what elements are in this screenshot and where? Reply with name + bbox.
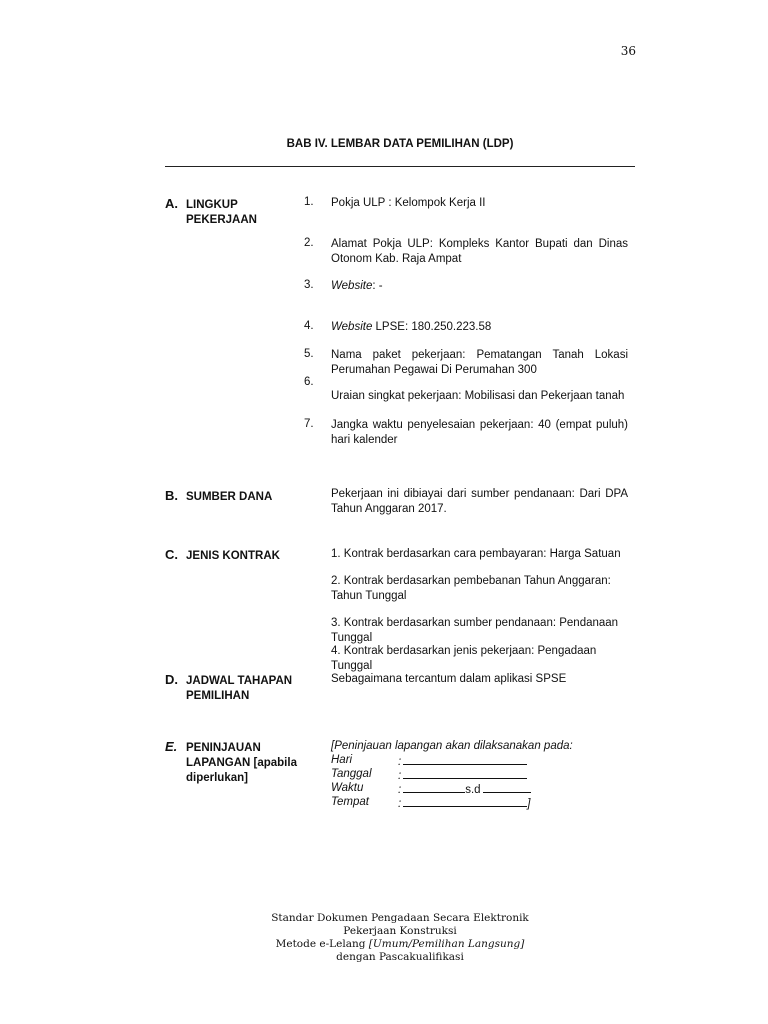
site-visit-day-label: Hari [331,754,353,766]
item-a7-number: 7. [304,418,314,430]
website-lpse-value: LPSE: 180.250.223.58 [372,321,492,333]
section-e-label-line1: PENINJAUAN [186,742,261,754]
item-a2-number: 2. [304,237,314,249]
section-c-letter: C. [165,547,178,562]
site-visit-date-blank [403,767,527,779]
site-visit-day-blank [403,753,527,765]
site-visit-place-colon: : [398,798,402,810]
footer-line-4: dengan Pascakualifikasi [336,951,464,963]
section-b-text: Pekerjaan ini dibiayai dari sumber pendanaan: Dari DPA Tahun Anggaran 2017. [331,488,628,515]
section-e-label-line3: diperlukan] [186,772,248,784]
section-d-label-line2: PEMILIHAN [186,690,250,702]
item-a6-text: Uraian singkat pekerjaan: Mobilisasi dan Pekerjaan tanah [331,390,625,402]
item-a3-number: 3. [304,279,314,291]
site-visit-time-sd: s.d [465,784,481,796]
item-a6-number: 6. [304,376,314,388]
item-a7-text: Jangka waktu penyelesaian pekerjaan: 40 (empat puluh) hari kalender [331,419,628,446]
section-b-label: SUMBER DANA [186,491,273,503]
footer-method: Metode e-Lelang [275,938,369,950]
title-divider [165,166,635,167]
section-e-letter: E. [165,739,178,754]
website-italic-label: Website [331,280,373,292]
site-visit-time-label: Waktu [331,782,364,794]
site-visit-place-field [398,795,530,812]
section-d-label [186,674,292,704]
site-visit-intro: [Peninjauan lapangan akan dilaksanakan pada: [331,740,573,752]
item-a1-text: Pokja ULP : Kelompok Kerja II [331,197,486,209]
document-footer [200,912,600,964]
site-visit-day-colon: : [398,756,402,768]
section-d-text: Sebagaimana tercantum dalam aplikasi SPSE [331,673,567,685]
site-visit-date-label: Tanggal [331,768,372,780]
section-a-label-line2: PEKERJAAN [186,214,257,226]
footer-line-3 [200,938,600,951]
section-a-label-line1: LINGKUP [186,199,238,211]
site-visit-time-blank-end [483,781,531,793]
item-a1-number: 1. [304,196,314,208]
site-visit-place-label: Tempat [331,796,369,808]
section-a-label [186,198,257,228]
section-e-label-line2: LAPANGAN [apabila [186,757,297,769]
contract-type-3: 3. Kontrak berdasarkan sumber pendanaan: Pendanaan Tunggal [331,617,619,644]
section-d-label-line1: JADWAL TAHAPAN [186,675,293,687]
page-number: 36 [620,44,636,58]
site-visit-time-colon: : [398,784,402,796]
website-lpse-italic-label: Website [331,321,373,333]
site-visit-place-blank [403,795,527,807]
section-c-label: JENIS KONTRAK [186,550,280,562]
section-d-letter: D. [165,672,178,687]
contract-type-2: 2. Kontrak berdasarkan pembebanan Tahun Anggaran: Tahun Tunggal [331,575,611,602]
item-a4-text [331,320,628,335]
site-visit-date-colon: : [398,770,402,782]
footer-line-2: Pekerjaan Konstruksi [343,925,457,937]
item-a5-text: Nama paket pekerjaan: Pematangan Tanah Lokasi Perumahan Pegawai Di Perumahan 300 [331,349,628,376]
site-visit-time-blank-start [403,781,465,793]
item-a5-number: 5. [304,348,314,360]
footer-method-type: [Umum/Pemilihan Langsung] [368,938,525,950]
item-a3-text [331,279,628,294]
item-a2-text: Alamat Pokja ULP: Kompleks Kantor Bupati dan Dinas Otonom Kab. Raja Ampat [331,238,628,265]
page-title: BAB IV. LEMBAR DATA PEMILIHAN (LDP) [286,138,514,150]
section-a-letter: A. [165,196,178,211]
contract-type-1: 1. Kontrak berdasarkan cara pembayaran: Harga Satuan [331,548,621,560]
section-e-label [186,741,297,786]
contract-type-4: 4. Kontrak berdasarkan jenis pekerjaan: Pengadaan Tunggal [331,645,597,672]
item-a4-number: 4. [304,320,314,332]
site-visit-close-bracket: ] [527,798,531,810]
footer-line-1: Standar Dokumen Pengadaan Secara Elektronik [271,912,529,924]
website-value: : - [372,280,383,292]
section-b-letter: B. [165,488,178,503]
